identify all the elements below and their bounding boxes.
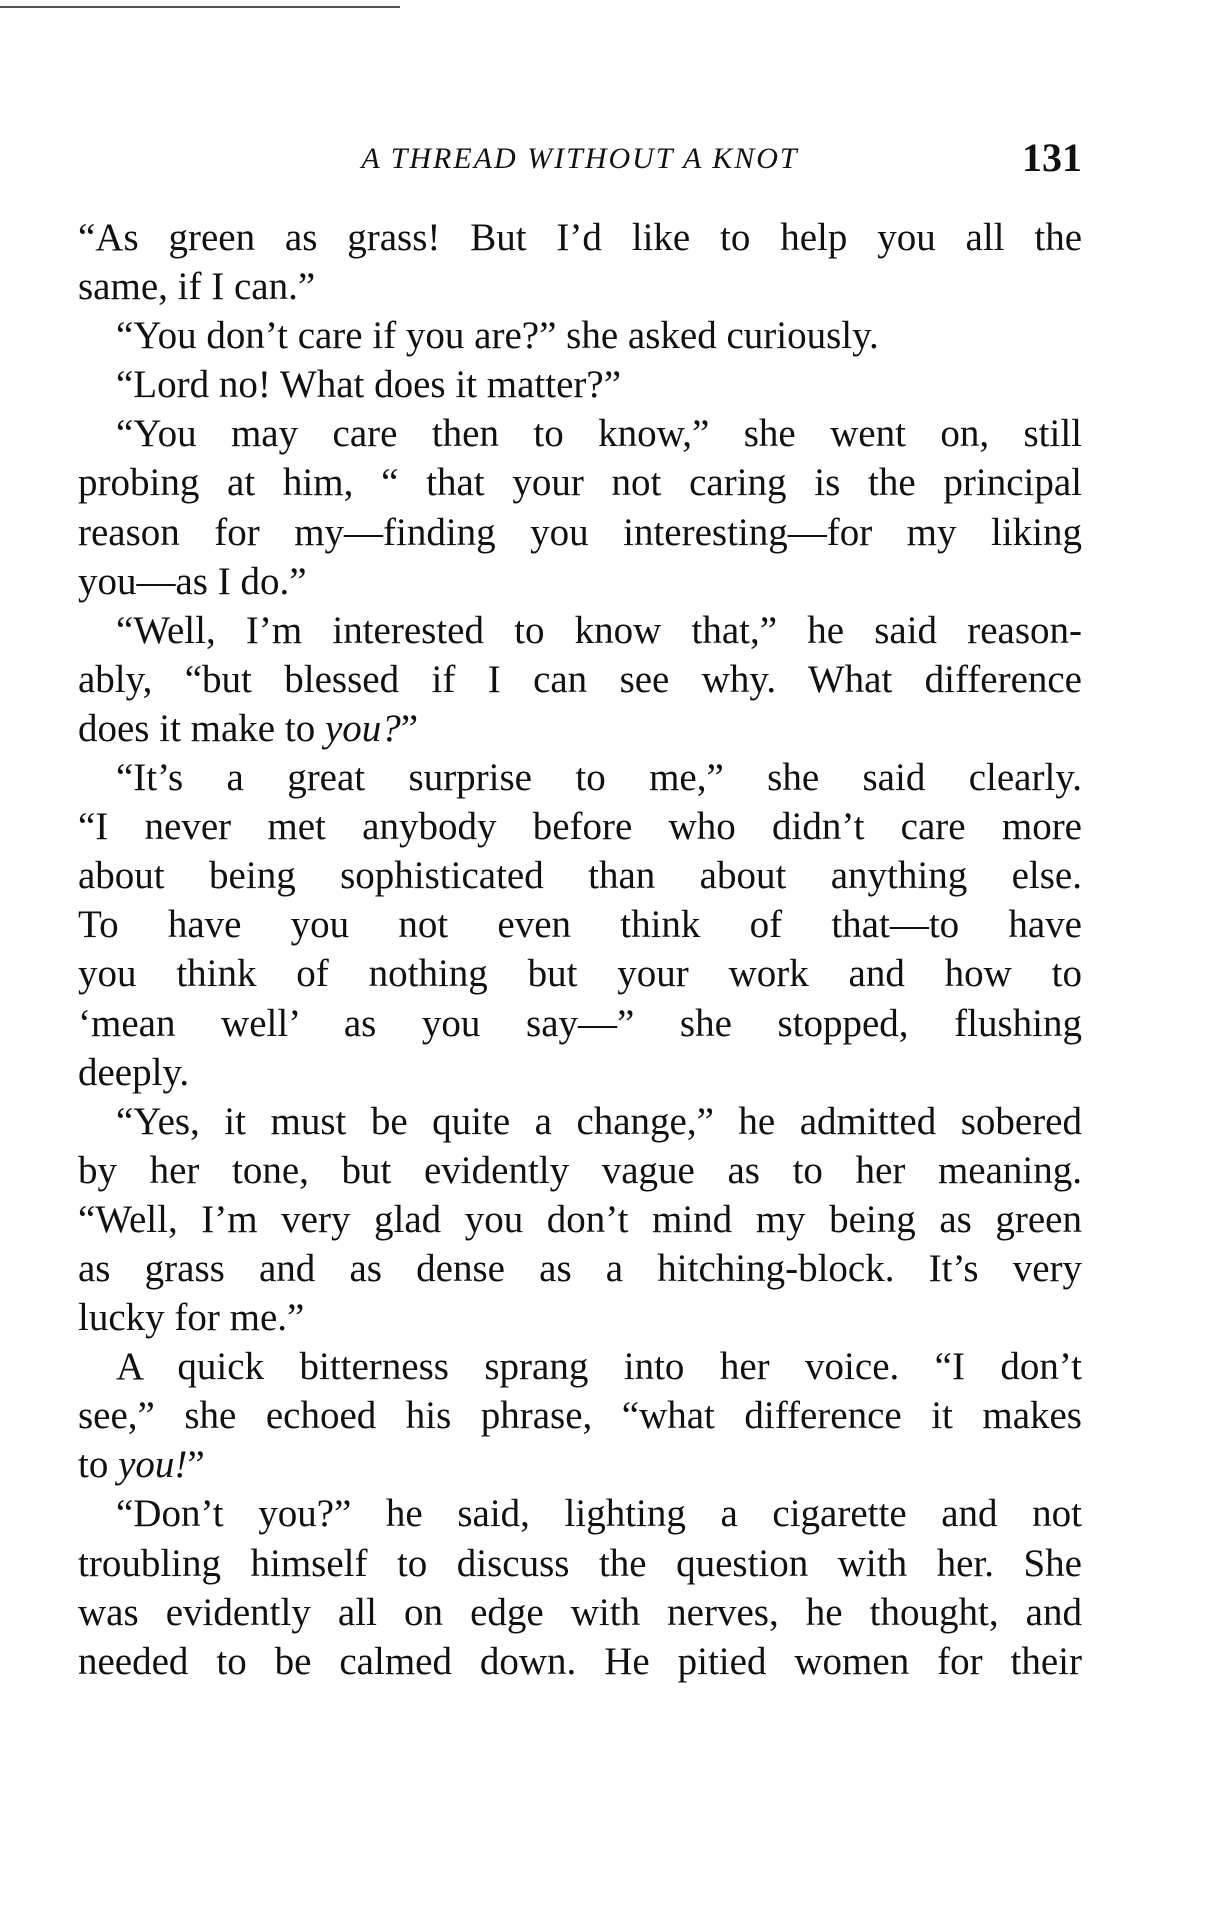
page-number: 131: [1022, 135, 1082, 180]
text-line: “As green as grass! But I’d like to help you all the: [78, 216, 1082, 259]
page-header: [78, 135, 1082, 192]
text-line: reason for my—finding you interesting—for my liking: [78, 510, 1082, 554]
text-line: troubling himself to discuss the question with her. She: [78, 1541, 1082, 1585]
text-line: “Don’t you?” he said, lighting a cigarette and not: [116, 1492, 1082, 1536]
text-line: probing at him, “ that your not caring is the principal: [78, 461, 1082, 505]
text-line: “It’s a great surprise to me,” she said clearly.: [116, 756, 1082, 800]
text-line: was evidently all on edge with nerves, he thought, and: [78, 1590, 1082, 1634]
text-line: “You may care then to know,” she went on, still: [116, 412, 1082, 456]
text-line: ably, “but blessed if I can see why. What difference: [78, 657, 1082, 701]
text-line: to you!”: [78, 1443, 205, 1487]
text-line: To have you not even think of that—to have: [78, 903, 1082, 947]
text-line: “Yes, it must be quite a change,” he admitted sobered: [116, 1099, 1082, 1143]
text-line: you—as I do.”: [78, 559, 307, 603]
running-title: A THREAD WITHOUT A KNOT: [361, 142, 799, 175]
text-line: A quick bitterness sprang into her voice. “I don’t: [116, 1345, 1082, 1389]
text-line: “Lord no! What does it matter?”: [116, 363, 622, 407]
text-line: needed to be calmed down. He pitied women for their: [78, 1639, 1082, 1683]
text-line: “I never met anybody before who didn’t care more: [78, 805, 1082, 849]
text-line: “Well, I’m interested to know that,” he said reason-: [116, 608, 1082, 652]
body-text: [78, 213, 1082, 1686]
top-rule: [0, 6, 400, 8]
text-line: see,” she echoed his phrase, “what difference it makes: [78, 1394, 1082, 1438]
text-line: ‘mean well’ as you say—” she stopped, flushing: [78, 1001, 1082, 1045]
emphasis-text: you?: [324, 706, 401, 750]
text-line: “You don’t care if you are?” she asked curiously.: [116, 314, 879, 358]
text-line: about being sophisticated than about anything else.: [78, 854, 1082, 898]
text-line: does it make to you?”: [78, 706, 419, 750]
text-line: you think of nothing but your work and how to: [78, 952, 1082, 996]
text-line: lucky for me.”: [78, 1296, 305, 1340]
text-line: by her tone, but evidently vague as to her meaning.: [78, 1148, 1082, 1192]
text-line: as grass and as dense as a hitching-block. It’s very: [78, 1246, 1082, 1290]
text-line: “Well, I’m very glad you don’t mind my being as green: [78, 1197, 1082, 1241]
text-line: deeply.: [78, 1050, 190, 1094]
emphasis-text: you!: [118, 1443, 188, 1487]
text-line: same, if I can.”: [78, 265, 316, 309]
